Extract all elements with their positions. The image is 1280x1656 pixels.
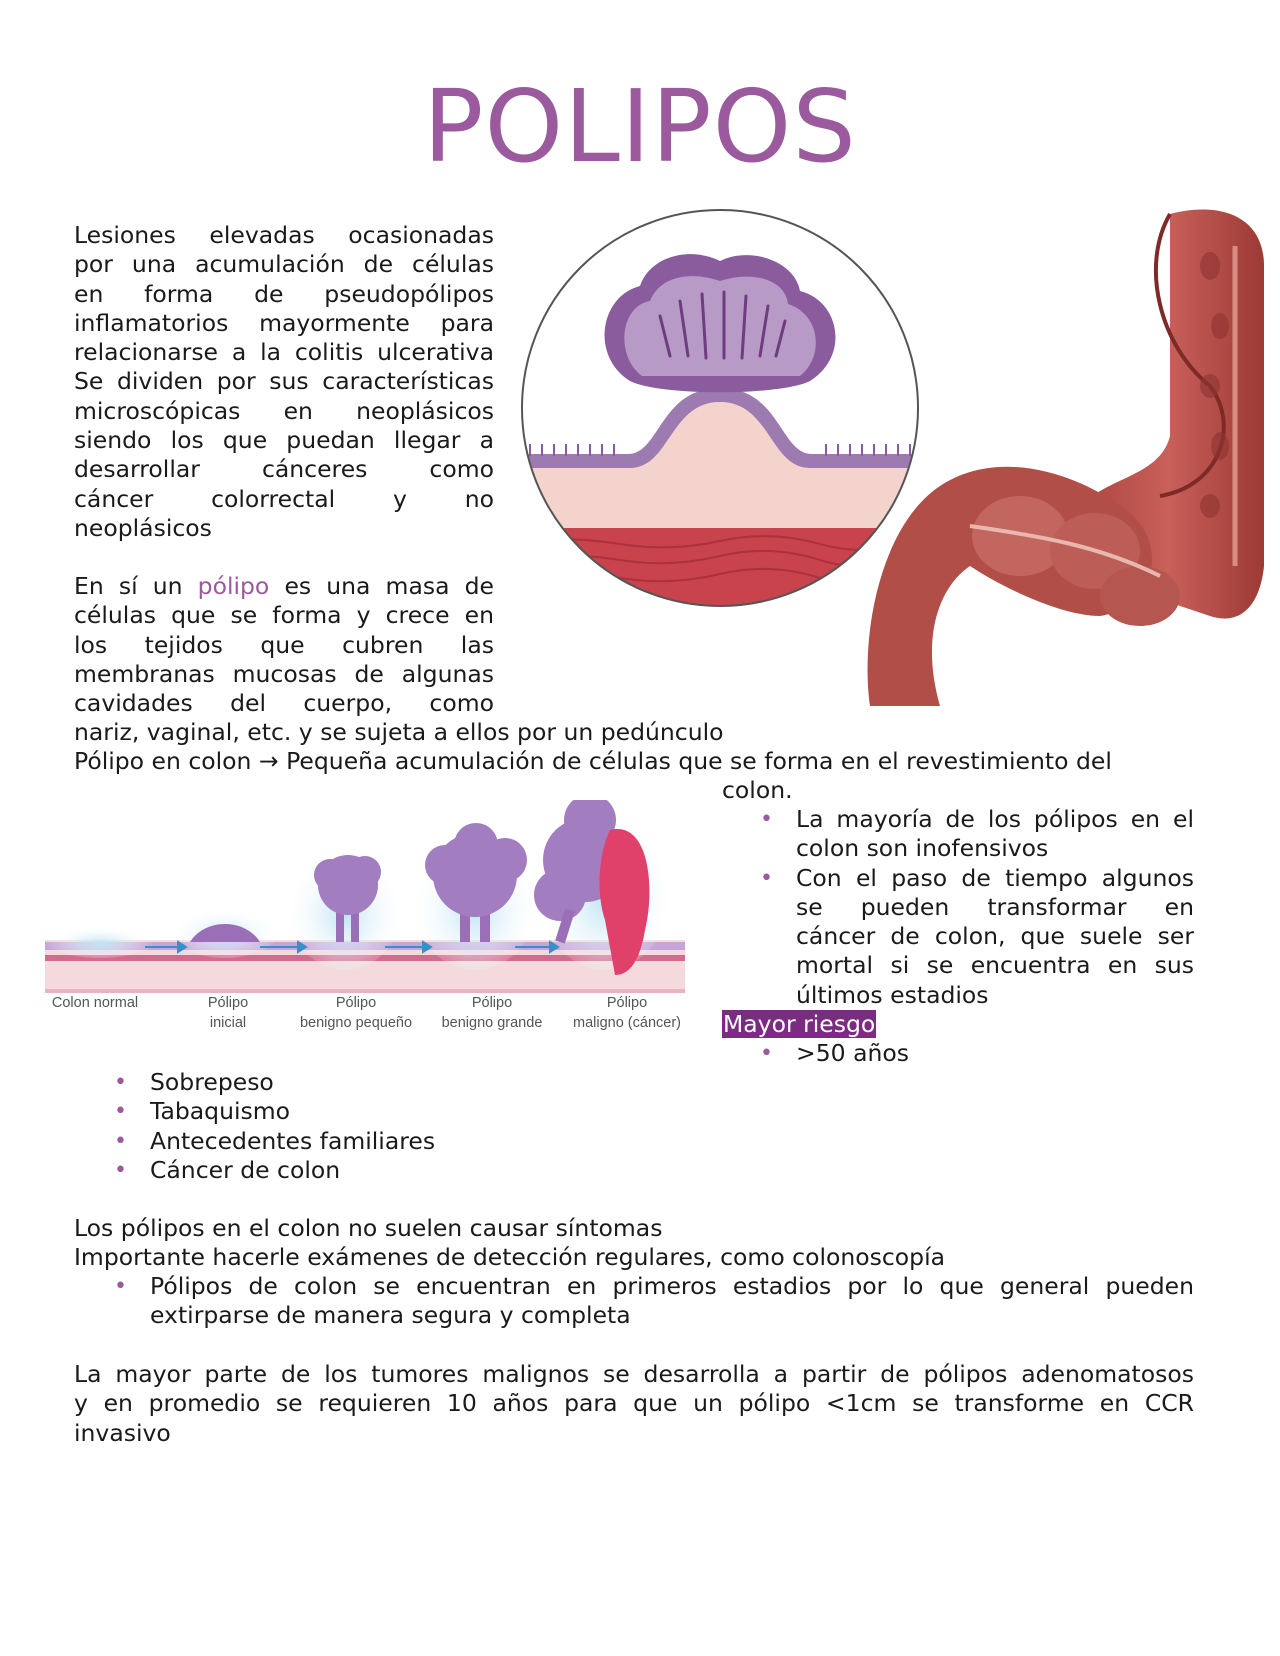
intro-line: inflamatorios mayormente para	[74, 308, 494, 337]
risk-heading-label: Mayor riesgo	[723, 1010, 876, 1038]
intro-line: Lesiones elevadas ocasionadas	[74, 221, 494, 249]
symptoms-line: Los pólipos en el colon no suelen causar síntomas	[74, 1214, 663, 1242]
list-item	[760, 805, 1194, 864]
definition-paragraph	[74, 572, 494, 718]
list-item	[760, 863, 1194, 1010]
figure-label: Pólipo	[471, 995, 513, 1011]
list-item	[114, 1126, 436, 1156]
bullet-icon: •	[760, 865, 773, 891]
polipo-term: pólipo	[197, 572, 270, 600]
bullet-icon: •	[114, 1070, 127, 1095]
bullet-icon: •	[760, 807, 773, 832]
colon-icon	[868, 210, 1264, 706]
definition-last-line: nariz, vaginal, etc. y se sujeta a ellos por un pedúnculo	[74, 718, 724, 746]
intro-line: en forma de pseudopólipos	[74, 279, 494, 308]
figure-label: Pólipo	[207, 995, 249, 1011]
list-item	[114, 1272, 1194, 1331]
figure-label: benigno pequeño	[299, 1015, 413, 1031]
risk-heading	[722, 1010, 876, 1039]
intro-line: siendo los que puedan llegar a	[74, 426, 494, 455]
bullet-line: Cáncer de colon	[150, 1155, 341, 1184]
figure-label: benigno grande	[441, 1015, 543, 1031]
final-line: invasivo	[74, 1418, 171, 1447]
intro-line: cáncer colorrectal y no	[74, 484, 494, 513]
bullet-line: Con el paso de tiempo algunos	[796, 863, 1194, 892]
colon-definition: Pólipo en colon → Pequeña acumulación de células que se forma en el revestimiento del	[74, 747, 1112, 775]
intro-line: microscópicas en neoplásicos	[74, 396, 494, 425]
bullet-line: Pólipos de colon se encuentran en primeros estadios por lo que general pueden	[150, 1272, 1194, 1300]
figure-label: Colon normal	[51, 995, 139, 1011]
bullet-icon: •	[114, 1157, 127, 1183]
figure-label: maligno (cáncer)	[573, 1015, 681, 1031]
intro-line: Se dividen por sus características	[74, 367, 494, 396]
bullet-icon: •	[114, 1128, 127, 1154]
definition-line: membranas mucosas de algunas	[74, 659, 494, 688]
figure-label: Pólipo	[335, 995, 377, 1011]
bullet-line: Antecedentes familiares	[150, 1126, 436, 1155]
polyp-colon-illustration	[520, 206, 1264, 706]
intro-line: por una acumulación de células	[74, 250, 494, 279]
final-line: La mayor parte de los tumores malignos se desarrolla a partir de pólipos adenomatosos	[74, 1360, 1194, 1388]
bullet-icon: •	[114, 1099, 127, 1125]
exam-line: Importante hacerle exámenes de detección regulares, como colonoscopía	[74, 1243, 946, 1271]
definition-line: células que se forma y crece en	[74, 601, 494, 630]
final-paragraph	[74, 1360, 1194, 1448]
bullet-line: La mayoría de los pólipos en el	[796, 805, 1194, 833]
list-item	[114, 1097, 435, 1126]
bullet-line: Sobrepeso	[150, 1068, 274, 1096]
colon-definition-cont: colon.	[722, 776, 793, 804]
bullet-line: mortal si se encuentra en sus	[796, 951, 1194, 980]
intro-paragraph	[74, 221, 494, 543]
colon-bullets	[760, 805, 1194, 1010]
list-item	[760, 1039, 909, 1068]
figure-label: Pólipo	[606, 995, 648, 1011]
risk-bullets	[114, 1068, 436, 1185]
bullet-line: Tabaquismo	[150, 1097, 291, 1126]
bullet-line: últimos estadios	[796, 980, 989, 1009]
bullet-line: colon son inofensivos	[796, 834, 1049, 863]
definition-first-line	[74, 572, 494, 601]
bullet-icon: •	[114, 1274, 127, 1299]
figure-label: inicial	[209, 1015, 247, 1031]
intro-line: desarrollar cánceres como	[74, 455, 494, 484]
list-item	[114, 1068, 435, 1097]
polyp-progression-figure	[40, 800, 690, 1040]
risk-bullets-age	[760, 1039, 909, 1068]
bullet-line: se pueden transformar en	[796, 892, 1194, 921]
bullet-icon: •	[760, 1041, 773, 1066]
intro-line: neoplásicos	[74, 513, 212, 542]
definition-line: los tejidos que cubren las	[74, 630, 494, 659]
definition-pre: En sí un	[74, 572, 183, 600]
exam-bullets	[114, 1272, 1194, 1331]
list-item	[114, 1155, 435, 1185]
definition-post: es una masa de	[284, 572, 494, 600]
bullet-line: cáncer de colon, que suele ser	[796, 922, 1194, 951]
intro-line: relacionarse a la colitis ulcerativa	[74, 338, 494, 367]
page-title: POLIPOS	[423, 68, 857, 185]
final-line: y en promedio se requieren 10 años para que un pólipo <1cm se transforme en CCR	[74, 1389, 1194, 1418]
bullet-line: extirparse de manera segura y completa	[150, 1301, 631, 1330]
bullet-line: >50 años	[796, 1039, 909, 1067]
definition-line: cavidades del cuerpo, como	[74, 689, 494, 718]
